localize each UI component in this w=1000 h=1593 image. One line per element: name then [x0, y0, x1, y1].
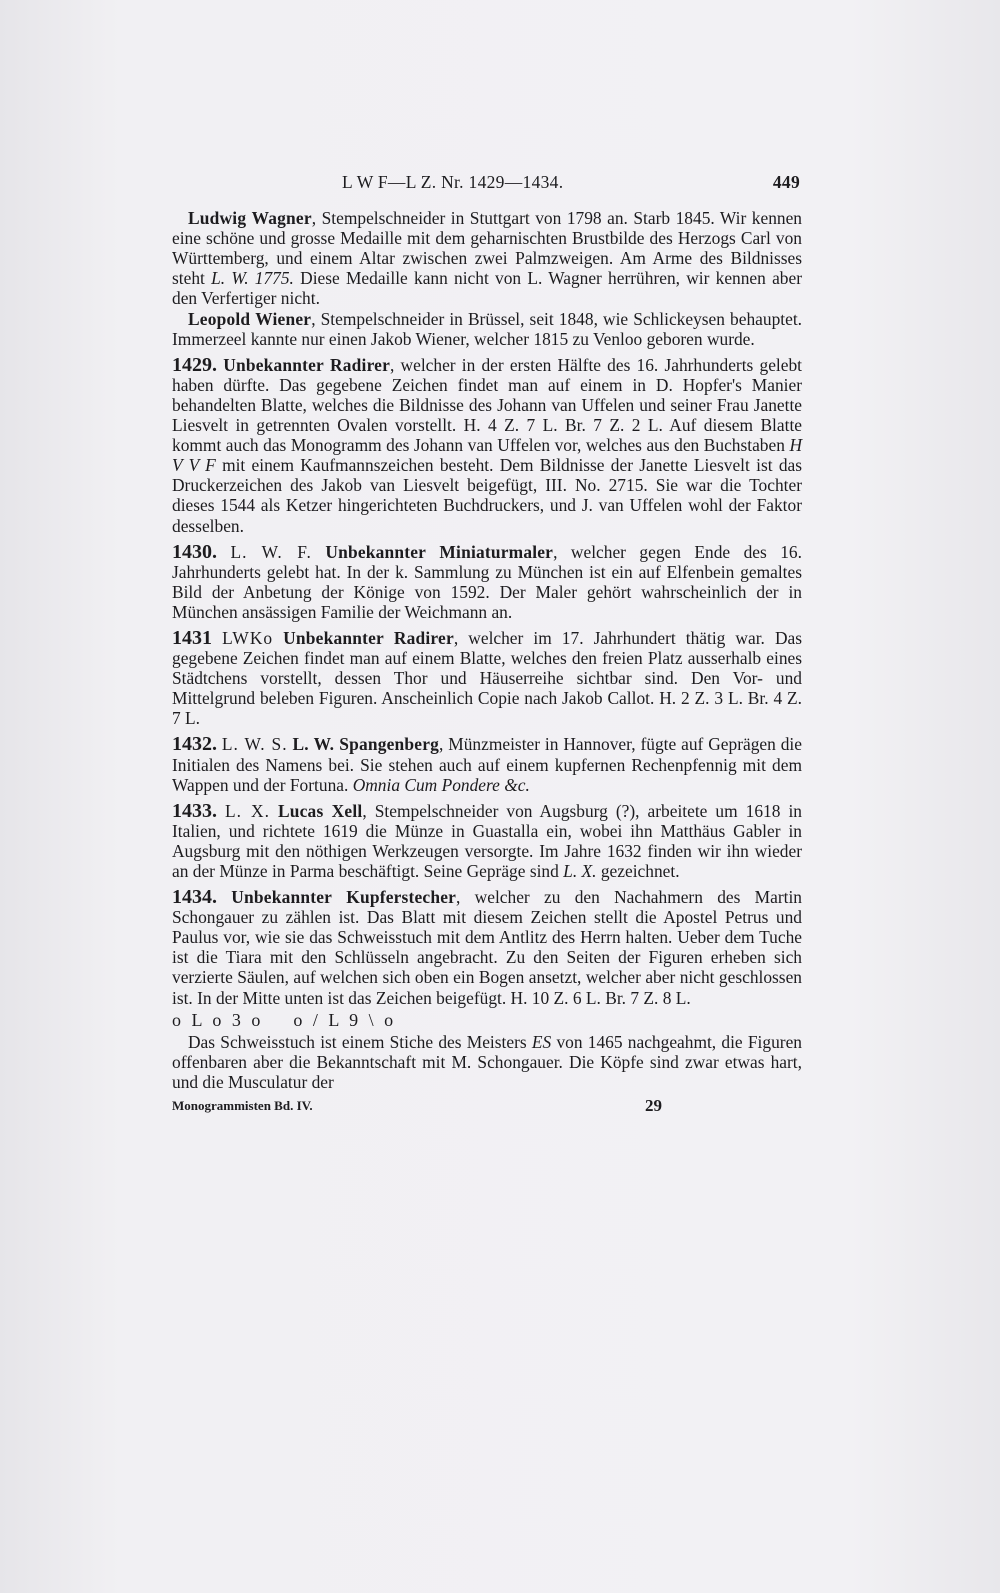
entry-number: 1430. — [172, 540, 217, 563]
page-footer — [172, 1096, 802, 1116]
entry-1430 — [172, 542, 802, 622]
entry-name: Unbekannter Miniaturmaler — [325, 541, 554, 562]
entry-name: Lucas Xell — [277, 800, 363, 821]
entry-1431 — [172, 628, 802, 728]
mark-wagner: L. W. 1775. — [211, 268, 294, 289]
entry-italic: Omnia Cum Pondere &c. — [352, 774, 530, 795]
entry-number: 1432. — [172, 733, 217, 756]
entry-number: 1431 — [172, 626, 212, 649]
entry-name: Unbekannter Radirer — [283, 627, 454, 648]
entry-number: 1429. — [172, 353, 217, 376]
running-head-title: L W F—L Z. Nr. 1429—1434. — [342, 172, 564, 192]
monogram-1434 — [172, 1010, 802, 1030]
monogram-text: L. W. S. — [221, 734, 288, 755]
entry-1432 — [172, 734, 802, 794]
entry-number: 1433. — [172, 799, 217, 822]
entry-text: , welcher im 17. Jahrhundert thätig war. Das gegebene Zeichen findet man auf einem Blatte, welches den freien Platz ausserhalb eines Städtchens vorstellt, dessen Thor und Häuserreihe sichtbar sind. Den Vor- und Mittelgrund beleben Figuren. Anscheinlich Copie nach Jakob Callot. H. 2 Z. 3 L. Br. 4 Z. 7 L. — [172, 627, 802, 729]
entry-text: , welcher zu den Nachahmern des Martin Schongauer zu zählen ist. Das Blatt mit diesem Zeichen stellt die Apostel Petrus und Paulus vor, wie sie das Schweisstuch mit dem Antlitz des Herrn halten. Ueber dem Tuche ist die Tiara mit den Schlüsseln angebracht. Zu den Seiten der Figuren erheben sich verzierte Säulen, auf welchen sich oben ein Bogen ansetzt, welcher aber nicht geschlossen ist. In der Mitte unten ist das Zeichen beigefügt. H. 10 Z. 6 L. Br. 7 Z. 8 L. — [172, 887, 803, 1008]
paragraph-wiener — [172, 309, 802, 349]
entry-text: , Münzmeister in Hannover, fügte auf Geprägen die Initialen des Namens bei. Sie stehen auch auf einem kupfernen Rechenpfennig mit dem Wappen und der Fortuna. — [172, 734, 802, 795]
running-head — [172, 172, 802, 192]
monogram-line-1: o L o 3 o — [172, 1009, 264, 1030]
entry-italic: L. X. — [563, 861, 597, 881]
name-wiener: Leopold Wiener — [188, 308, 312, 329]
text-wagner: , Stempelschneider in Stuttgart von 1798 an. Starb 1845. Wir kennen eine schöne und grosse Medaille mit dem geharnischten Brustbilde des Herzogs Carl von Württemberg, und einem Altar zwischen zwei Palmzweigen. Am Arme des Bildnisses steht — [172, 208, 803, 289]
paragraph-wagner — [172, 208, 802, 308]
name-wagner: Ludwig Wagner — [188, 208, 312, 229]
page-number: 449 — [772, 172, 800, 192]
entry-1434 — [172, 887, 802, 1092]
monogram-line-2: o / L 9 \ o — [293, 1009, 397, 1030]
entry-p2-italic: ES — [531, 1031, 552, 1052]
monogram-text: L. W. F. — [230, 541, 312, 562]
footer-signature: 29 — [645, 1096, 662, 1116]
monogram-text: LWKo — [222, 627, 274, 648]
entry-name: L. W. Spangenberg — [292, 734, 440, 755]
monogram-text: L. X. — [225, 800, 270, 821]
entry-text: , welcher gegen Ende des 16. Jahrhunderts gelebt hat. In der k. Sammlung zu München ist ein auf Elfenbein gemaltes Bild der Anbetung der Könige von 1592. Der Maler gehört wahrscheinlich der in München ansässigen Familie der Weichmann an. — [172, 541, 802, 622]
entry-name: Unbekannter Kupferstecher — [231, 887, 457, 908]
entry-1433 — [172, 801, 802, 881]
entry-p2-rest: von 1465 nachgeahmt, die Figuren offenbaren aber die Bekanntschaft mit M. Schongauer. Die Köpfe sind zwar etwas hart, und die Musculatur der — [172, 1031, 802, 1092]
text-wiener: , Stempelschneider in Brüssel, seit 1848, wie Schlickeysen behauptet. Immerzeel kannte nur einen Jakob Wiener, welcher 1815 zu Venloo geboren wurde. — [172, 308, 802, 349]
entry-text: , welcher in der ersten Hälfte des 16. Jahrhunderts gelebt haben dürfte. Das gegebene Zeichen findet man auf einem in D. Hopfer's Manier behandelten Blatte, welches die Bildnisse des Johann van Uffelen und seiner Frau Janette Liesvelt in getrennten Ovalen vorstellt. H. 4 Z. 7 L. Br. 7 Z. 2 L. Auf diesem Blatte kommt auch das Monogramm des Johann van Uffelen vor, welches aus den Buchstaben — [172, 354, 802, 456]
text-column — [172, 172, 802, 1116]
entry-italic: H V V F — [172, 435, 802, 476]
entry-text-2: gezeichnet. — [596, 861, 680, 881]
entry-name: Unbekannter Radirer — [223, 354, 391, 375]
entry-1429 — [172, 355, 802, 536]
entry-number: 1434. — [172, 886, 217, 909]
footer-volume: Monogrammisten Bd. IV. — [172, 1098, 313, 1114]
entry-text-2: mit einem Kaufmannszeichen besteht. Dem Bildnisse der Janette Liesvelt ist das Druckerzeichen des Jakob van Liesvelt beigefügt, III. No. 2715. Sie war die Tochter dieses 1544 als Ketzer hingerichteten Buchdruckers, und J. van Uffelen wohl der Faktor desselben. — [172, 455, 803, 536]
entry-text: , Stempelschneider von Augsburg (?), arbeitete um 1618 in Italien, und richtete 1619 die Münze in Guastalla ein, wobei ihn Matthäus Gabler in Augsburg mit den nöthigen Werkzeugen versorgte. Im Jahre 1632 finden wir ihn wieder an der Münze in Parma beschäftigt. Seine Gepräge sind — [172, 800, 802, 881]
text-wagner-2: Diese Medaille kann nicht von L. Wagner herrühren, wir kennen aber den Verfertiger nicht. — [172, 268, 802, 309]
entry-p2: Das Schweisstuch ist einem Stiche des Meisters — [188, 1031, 532, 1052]
